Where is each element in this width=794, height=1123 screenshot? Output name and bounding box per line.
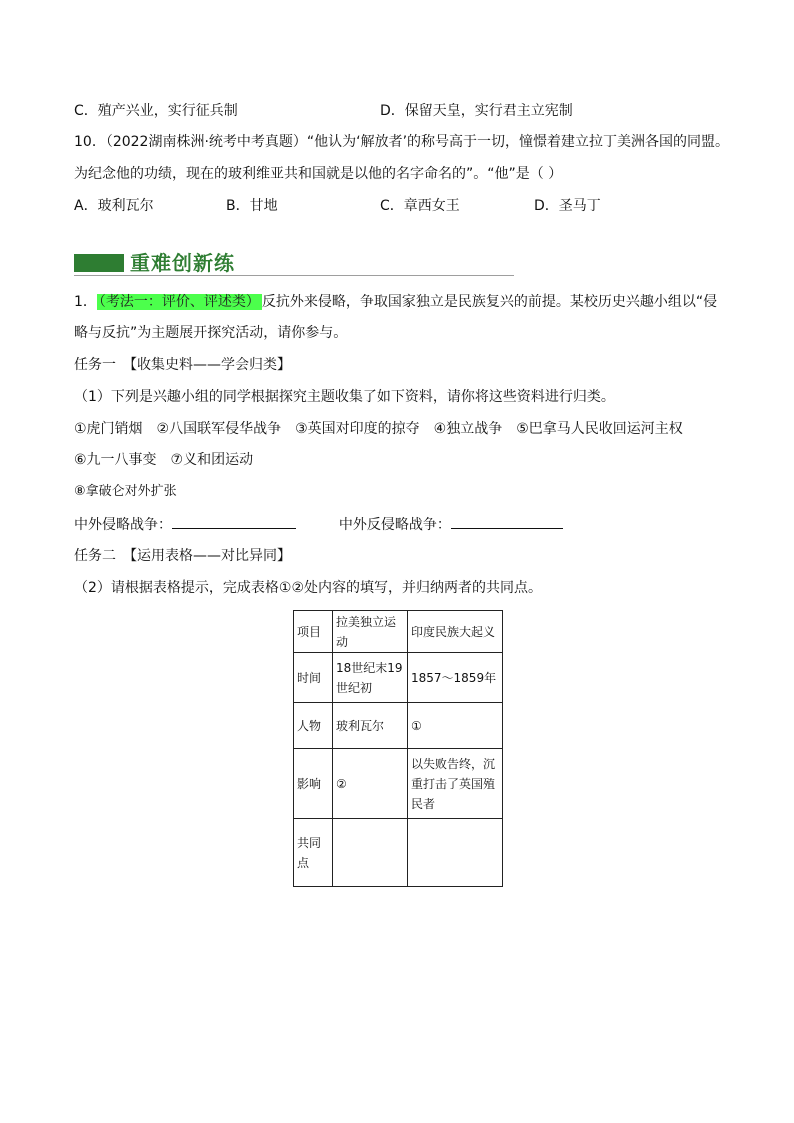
q1-number: 1． [74, 294, 97, 310]
sub-question-2: （2）请根据表格提示，完成表格①②处内容的填写，并归纳两者的共同点。 [74, 580, 543, 596]
table-cell: 共同点 [294, 819, 333, 887]
blank-b-label: 中外反侵略战争： [338, 517, 451, 533]
items-line3: ⑧拿破仑对外扩张 [74, 484, 177, 499]
task2-heading: 任务二 【运用表格——对比异同】 [74, 548, 291, 564]
q9-option-c: C．殖产兴业，实行征兵制 [74, 103, 238, 119]
q9-option-d: D．保留天皇，实行君主立宪制 [380, 103, 573, 119]
banner-bar-icon [74, 254, 124, 272]
banner-rule [74, 275, 514, 276]
table-cell: 影响 [294, 749, 333, 819]
common-point-cell-latam[interactable] [333, 819, 408, 887]
q10-option-c: C．章西女王 [380, 198, 460, 214]
q10-option-b: B．甘地 [226, 198, 278, 214]
q10-stem-line2: 为纪念他的功绩，现在的玻利维亚共和国就是以他的名字命名的”。“他”是（ ） [74, 166, 563, 182]
q1-stem-rest: 反抗外来侵略，争取国家独立是民族复兴的前提。某校历史兴趣小组以“侵 [261, 294, 718, 310]
table-cell: 人物 [294, 703, 333, 749]
blank-b-field[interactable] [451, 514, 563, 529]
table-cell: 1857～1859年 [408, 653, 503, 703]
table-row [294, 819, 503, 887]
table-cell: 以失败告终，沉重打击了英国殖民者 [408, 749, 503, 819]
table-cell: 项目 [294, 611, 333, 653]
task1-heading: 任务一 【收集史料——学会归类】 [74, 357, 291, 373]
blank-a-field[interactable] [172, 514, 296, 529]
table-cell: 玻利瓦尔 [333, 703, 408, 749]
comparison-table [293, 610, 503, 887]
answer-cell-1[interactable]: ① [408, 703, 503, 749]
blank-a-label: 中外侵略战争： [74, 517, 172, 533]
q1-stem-line1 [74, 292, 717, 312]
section-banner [74, 246, 514, 278]
q1-stem-line2: 略与反抗”为主题展开探究活动，请你参与。 [74, 325, 348, 341]
table-row [294, 703, 503, 749]
items-line1: ①虎门销烟 ②八国联军侵华战争 ③英国对印度的掠夺 ④独立战争 ⑤巴拿马人民收回运河主权 [74, 421, 683, 437]
section-title: 重难创新练 [130, 251, 235, 275]
table-cell: 时间 [294, 653, 333, 703]
table-cell: 拉美独立运动 [333, 611, 408, 653]
blank-row [74, 514, 563, 535]
sub-question-1: （1）下列是兴趣小组的同学根据探究主题收集了如下资料，请你将这些资料进行归类。 [74, 389, 615, 405]
table-cell: 印度民族大起义 [408, 611, 503, 653]
answer-cell-2[interactable]: ② [333, 749, 408, 819]
q10-option-a: A．玻利瓦尔 [74, 198, 154, 214]
table-row [294, 749, 503, 819]
common-point-cell-india[interactable] [408, 819, 503, 887]
table-cell: 18世纪末19世纪初 [333, 653, 408, 703]
table-row [294, 653, 503, 703]
q10-stem-line1: 10．（2022湖南株洲·统考中考真题）“他认为‘解放者’的称号高于一切，憧憬着建立拉丁美洲各国的同盟。 [74, 134, 730, 150]
q10-option-d: D．圣马丁 [534, 198, 601, 214]
q1-tag: （考法一：评价、评述类） [98, 294, 260, 310]
table-row [294, 611, 503, 653]
items-line2: ⑥九一八事变 ⑦义和团运动 [74, 452, 254, 468]
